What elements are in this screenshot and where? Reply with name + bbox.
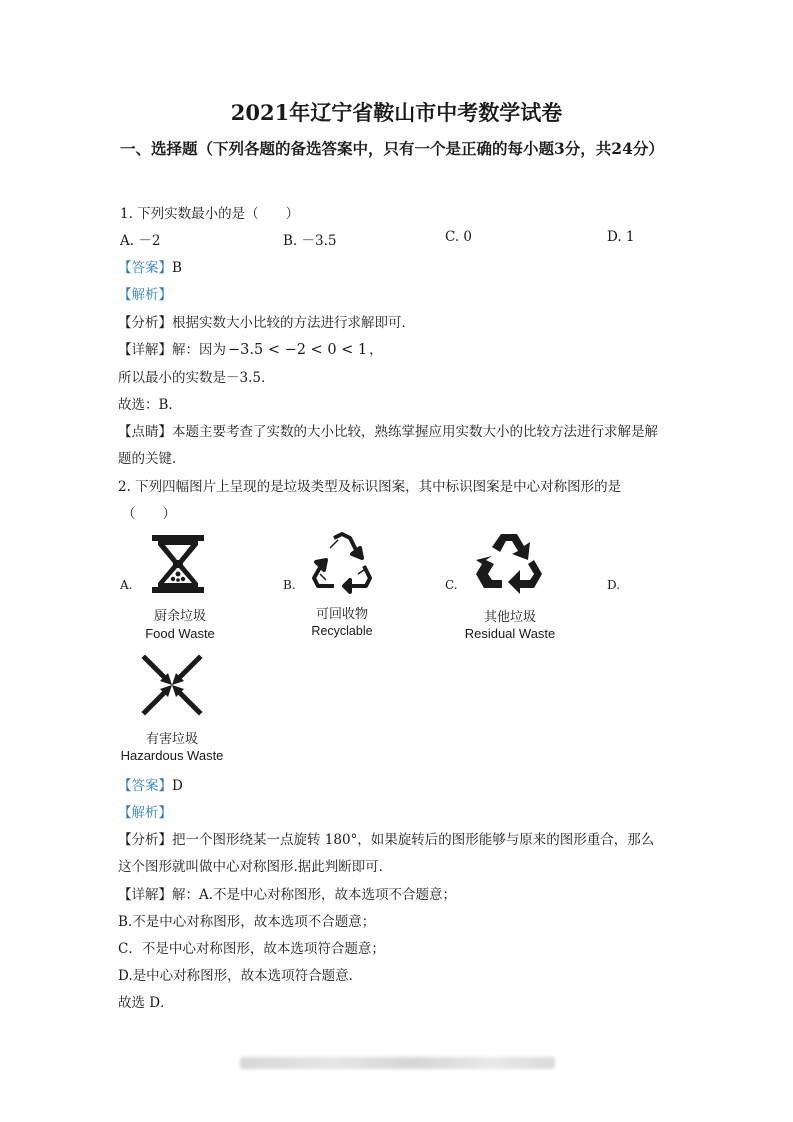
q2-detail-2: B.不是中心对称图形，故本选项不合题意； xyxy=(118,914,376,930)
q2-stem-2: （ ） xyxy=(122,506,176,522)
q2-option-a-letter: A. xyxy=(120,578,133,592)
q2-c-caption-en: Residual Waste xyxy=(464,626,556,641)
q2-conclusion: 故选 D． xyxy=(118,995,174,1011)
q1-comment-2: 题的关键． xyxy=(118,451,186,467)
q2-detail-3: C．不是中心对称图形，故本选项符合题意； xyxy=(118,941,385,957)
q2-b-caption-cn: 可回收物 xyxy=(315,607,368,622)
q2-fenxi-2: 这个图形就叫做中心对称图形.据此判断即可． xyxy=(118,859,393,875)
q2-detail-1: 解：A.不是中心对称图形，故本选项不合题意； xyxy=(172,887,457,903)
q1-option-b: B. －3.5 xyxy=(283,233,337,249)
q2-a-caption-en: Food Waste xyxy=(145,626,215,641)
fenxi-tag: 【分析】 xyxy=(118,832,172,848)
comment-tag: 【点睛】 xyxy=(118,424,172,440)
q1-answer-line xyxy=(118,256,182,276)
q1-option-d: D. 1 xyxy=(607,229,635,245)
q1-option-c: C. 0 xyxy=(445,229,473,245)
q1-detail-math: −3.5 < −2 < 0 < 1 xyxy=(228,342,368,358)
q2-analysis-tag: 【解析】 xyxy=(118,805,172,821)
q2-option-d-letter: D. xyxy=(607,578,621,592)
q1-conclusion: 故选：B． xyxy=(118,397,182,413)
page-title: 2021年辽宁省鞍山市中考数学试卷 xyxy=(230,100,563,125)
q1-detail-line xyxy=(118,338,383,358)
answer-tag: 【答案】 xyxy=(118,260,172,276)
q1-option-a: A. －2 xyxy=(120,233,161,249)
q2-detail-4: D.是中心对称图形，故本选项符合题意． xyxy=(118,968,363,984)
q2-b-caption-en: Recyclable xyxy=(311,624,373,638)
recycle-icon xyxy=(308,530,376,594)
q2-c-caption-cn: 其他垃圾 xyxy=(483,610,536,625)
q1-answer: B xyxy=(172,260,182,276)
q2-stem-1: 2. 下列四幅图片上呈现的是垃圾类型及标识图案，其中标识图案是中心对称图形的是 xyxy=(118,479,622,495)
answer-tag: 【答案】 xyxy=(118,778,172,794)
section-heading: 一、选择题（下列各题的备选答案中，只有一个是正确的每小题3分，共24分） xyxy=(120,139,664,158)
q2-answer: D xyxy=(172,778,183,794)
q1-detail-line2: 所以最小的实数是－3.5． xyxy=(118,370,275,386)
q1-stem: 1. 下列实数最小的是（ ） xyxy=(120,206,300,222)
q1-detail-prefix: 解：因为 xyxy=(172,342,226,358)
blurred-footer-watermark xyxy=(240,1057,555,1069)
q2-fenxi-line xyxy=(118,828,654,848)
hourglass-icon xyxy=(148,533,208,595)
q2-detail-line xyxy=(118,883,456,903)
hazard-cross-icon xyxy=(141,654,203,716)
q1-comment-1: 本题主要考查了实数的大小比较，熟练掌握应用实数大小的比较方法进行求解是解 xyxy=(172,424,658,440)
q2-a-caption-cn: 厨余垃圾 xyxy=(153,609,206,624)
q2-d-caption-en: Hazardous Waste xyxy=(120,748,224,763)
q1-comment-line xyxy=(118,420,658,440)
q2-option-c-letter: C. xyxy=(445,578,458,592)
q2-answer-line xyxy=(118,774,183,794)
residual-recycle-icon xyxy=(474,530,544,596)
fenxi-tag: 【分析】 xyxy=(118,315,172,331)
q2-option-b-letter: B. xyxy=(283,578,296,592)
q1-analysis-tag: 【解析】 xyxy=(118,287,172,303)
detail-tag: 【详解】 xyxy=(118,342,172,358)
q2-d-caption-cn: 有害垃圾 xyxy=(145,732,198,747)
q1-detail-suffix: ， xyxy=(369,342,383,358)
q2-fenxi-1: 把一个图形绕某一点旋转 180°，如果旋转后的图形能够与原来的图形重合，那么 xyxy=(172,832,655,848)
q1-fenxi-line xyxy=(118,311,415,331)
detail-tag: 【详解】 xyxy=(118,887,172,903)
q1-fenxi: 根据实数大小比较的方法进行求解即可． xyxy=(172,315,415,331)
